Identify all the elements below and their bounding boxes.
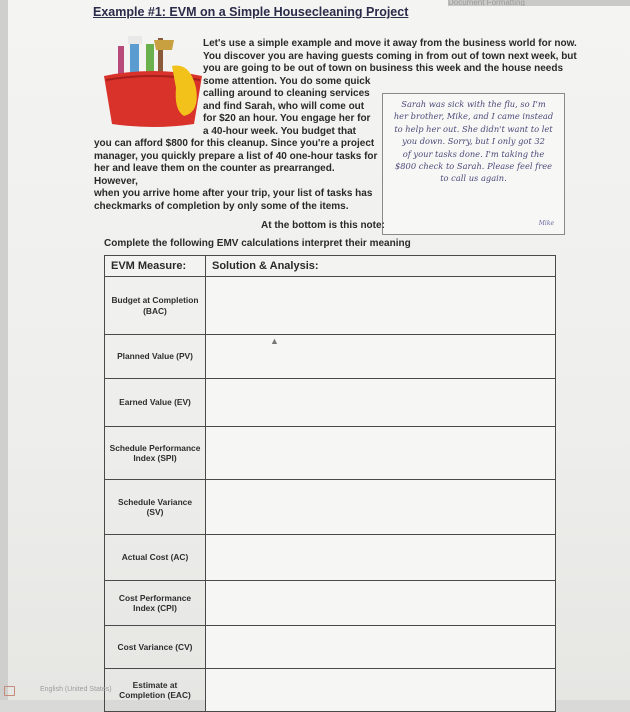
intro-line: her and leave them on the counter as prearranged. However, — [94, 163, 335, 187]
measure-label: Planned Value (PV) — [105, 335, 206, 379]
measure-label: Estimate at Completion (EAC) — [105, 669, 206, 712]
table-row — [105, 277, 556, 335]
evm-table — [104, 255, 556, 712]
answer-cell[interactable] — [206, 535, 556, 581]
note-line: you down. Sorry, but I only got 32 — [402, 136, 545, 147]
table-row — [105, 581, 556, 626]
note-line: $800 check to Sarah. Please feel free — [394, 161, 553, 172]
measure-label: Cost Variance (CV) — [105, 626, 206, 669]
table-row — [105, 335, 556, 379]
header-solution-analysis: Solution & Analysis: — [206, 256, 556, 277]
measure-label: Schedule Performance Index (SPI) — [105, 427, 206, 480]
intro-line: when you arrive home after your trip, your list of tasks has — [94, 188, 373, 199]
table-row — [105, 379, 556, 427]
note-line: of your tasks done. I'm taking the — [402, 148, 545, 159]
handwritten-note — [382, 93, 565, 235]
ribbon-strip — [448, 0, 630, 6]
spray-nozzle — [128, 36, 142, 44]
intro-line: checkmarks of completion by only some of the items. — [94, 200, 349, 212]
instructions: Complete the following EMV calculations interpret their meaning — [104, 238, 411, 249]
page-title: Example #1: EVM on a Simple Housecleaning Project — [93, 5, 409, 19]
table-header-row — [105, 256, 556, 277]
duster — [154, 40, 174, 50]
intro-line: and find Sarah, who will come out — [203, 100, 365, 112]
status-bar — [0, 684, 630, 700]
intro-line: you can afford $800 for this cleanup. Since you're a project — [94, 138, 375, 149]
window-left-edge — [0, 0, 8, 700]
answer-cell[interactable] — [206, 581, 556, 626]
document-page — [8, 0, 630, 700]
measure-label: Budget at Completion (BAC) — [105, 277, 206, 335]
intro-line: Let's use a simple example and move it away from the business world for now. — [203, 38, 577, 49]
intro-line: you are going to be out of town on business this week and the house needs — [203, 63, 564, 74]
answer-cell[interactable] — [206, 335, 556, 379]
measure-label: Schedule Variance (SV) — [105, 480, 206, 535]
intro-line: for $20 an hour. You engage her for — [203, 113, 371, 124]
answer-cell[interactable] — [206, 427, 556, 480]
answer-cell[interactable] — [206, 480, 556, 535]
measure-label: Actual Cost (AC) — [105, 535, 206, 581]
note-line: Sarah was sick with the flu, so I'm — [401, 99, 546, 109]
measure-label: Earned Value (EV) — [105, 379, 206, 427]
intro-line: some attention. You do some quick — [203, 75, 371, 87]
note-signature: Mike — [538, 219, 554, 227]
answer-cell[interactable] — [206, 626, 556, 669]
header-evm-measure: EVM Measure: — [105, 256, 206, 277]
ribbon-label: Document Formatting — [448, 0, 525, 6]
intro-line: a 40-hour week. You budget that — [203, 125, 356, 137]
table-row — [105, 427, 556, 480]
table-row — [105, 535, 556, 581]
intro-paragraph-bottom — [94, 138, 379, 213]
mouse-cursor-icon: ▲ — [270, 336, 279, 346]
table-row — [105, 480, 556, 535]
note-line: to help her out. She didn't want to let — [394, 123, 553, 134]
note-line: to call us again. — [440, 173, 507, 184]
table-row — [105, 626, 556, 669]
intro-line: calling around to cleaning services — [203, 88, 370, 99]
language-indicator[interactable]: English (United States) — [40, 686, 112, 693]
intro-line: You discover you are having guests coming in from out of town next week, but — [203, 50, 577, 62]
measure-label: Cost Performance Index (CPI) — [105, 581, 206, 626]
intro-line: manager, you quickly prepare a list of 40 one-hour tasks for — [94, 150, 378, 162]
cleaning-supplies-illustration — [100, 36, 206, 128]
proofing-icon[interactable] — [4, 686, 15, 696]
note-line: her brother, Mike, and I came instead — [393, 111, 554, 122]
answer-cell[interactable] — [206, 379, 556, 427]
bottom-note-caption: At the bottom is this note: — [261, 220, 385, 231]
answer-cell[interactable] — [206, 277, 556, 335]
